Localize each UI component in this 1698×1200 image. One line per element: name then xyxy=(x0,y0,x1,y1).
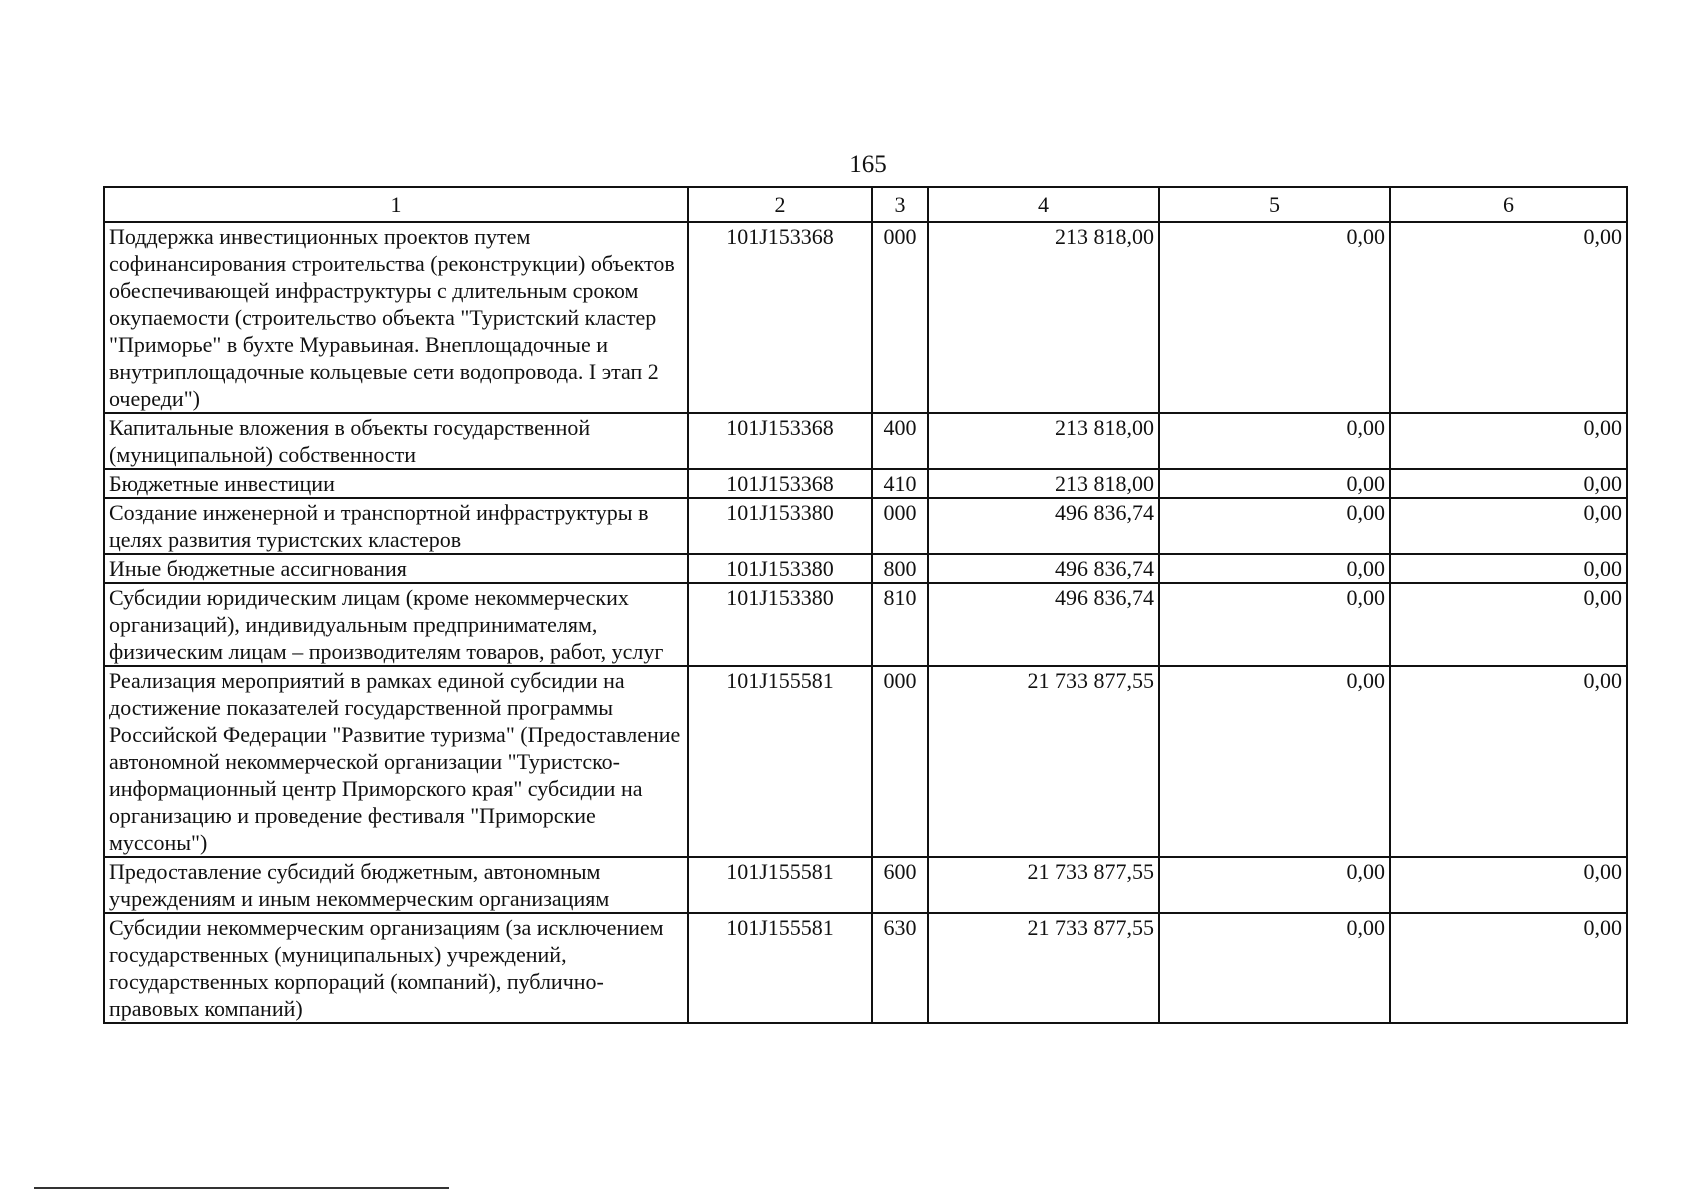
expense-kind: 000 xyxy=(872,222,928,413)
table-row xyxy=(104,583,1627,666)
table-row xyxy=(104,413,1627,469)
expense-kind: 800 xyxy=(872,554,928,583)
expense-kind: 000 xyxy=(872,666,928,857)
amount-col4: 21 733 877,55 xyxy=(928,913,1159,1023)
budget-table xyxy=(103,186,1628,1024)
item-name: Иные бюджетные ассигнования xyxy=(104,554,688,583)
amount-col5: 0,00 xyxy=(1159,222,1390,413)
target-code: 101J155581 xyxy=(688,913,872,1023)
page-number: 165 xyxy=(849,151,887,178)
item-name: Предоставление субсидий бюджетным, автономным учреждениям и иным некоммерческим организациям xyxy=(104,857,688,913)
target-code: 101J153368 xyxy=(688,469,872,498)
column-header: 4 xyxy=(928,187,1159,222)
amount-col6: 0,00 xyxy=(1390,222,1627,413)
table-row xyxy=(104,857,1627,913)
item-name: Капитальные вложения в объекты государственной (муниципальной) собственности xyxy=(104,413,688,469)
target-code: 101J153368 xyxy=(688,413,872,469)
item-name: Поддержка инвестиционных проектов путем софинансирования строительства (реконструкции) объектов обеспечивающей инфраструктуры с длительным сроком окупаемости (строительство объекта "Туристский кластер "Приморье" в бухте Муравьиная. Внеплощадочные и внутриплощадочные кольцевые сети водопровода. I этап 2 очереди") xyxy=(104,222,688,413)
target-code: 101J153380 xyxy=(688,554,872,583)
amount-col6: 0,00 xyxy=(1390,913,1627,1023)
amount-col5: 0,00 xyxy=(1159,913,1390,1023)
target-code: 101J153368 xyxy=(688,222,872,413)
amount-col4: 496 836,74 xyxy=(928,498,1159,554)
amount-col6: 0,00 xyxy=(1390,469,1627,498)
column-header: 3 xyxy=(872,187,928,222)
table-row xyxy=(104,666,1627,857)
amount-col6: 0,00 xyxy=(1390,857,1627,913)
target-code: 101J155581 xyxy=(688,857,872,913)
amount-col4: 213 818,00 xyxy=(928,413,1159,469)
table-row xyxy=(104,913,1627,1023)
expense-kind: 600 xyxy=(872,857,928,913)
item-name: Бюджетные инвестиции xyxy=(104,469,688,498)
item-name: Реализация мероприятий в рамках единой субсидии на достижение показателей государственной программы Российской Федерации "Развитие туризма" (Предоставление автономной некоммерческой организации "Туристско-информационный центр Приморского края" субсидии на организацию и проведение фестиваля "Приморские муссоны") xyxy=(104,666,688,857)
amount-col6: 0,00 xyxy=(1390,554,1627,583)
column-header: 6 xyxy=(1390,187,1627,222)
amount-col4: 213 818,00 xyxy=(928,222,1159,413)
expense-kind: 000 xyxy=(872,498,928,554)
amount-col5: 0,00 xyxy=(1159,583,1390,666)
target-code: 101J153380 xyxy=(688,498,872,554)
amount-col5: 0,00 xyxy=(1159,498,1390,554)
column-header: 2 xyxy=(688,187,872,222)
amount-col4: 21 733 877,55 xyxy=(928,666,1159,857)
target-code: 101J155581 xyxy=(688,666,872,857)
amount-col6: 0,00 xyxy=(1390,498,1627,554)
table-row xyxy=(104,469,1627,498)
amount-col4: 213 818,00 xyxy=(928,469,1159,498)
amount-col5: 0,00 xyxy=(1159,857,1390,913)
expense-kind: 410 xyxy=(872,469,928,498)
expense-kind: 400 xyxy=(872,413,928,469)
table-row xyxy=(104,554,1627,583)
column-header: 5 xyxy=(1159,187,1390,222)
amount-col5: 0,00 xyxy=(1159,554,1390,583)
amount-col4: 496 836,74 xyxy=(928,554,1159,583)
amount-col5: 0,00 xyxy=(1159,413,1390,469)
amount-col6: 0,00 xyxy=(1390,666,1627,857)
amount-col6: 0,00 xyxy=(1390,413,1627,469)
item-name: Создание инженерной и транспортной инфраструктуры в целях развития туристских кластеров xyxy=(104,498,688,554)
table-header-row xyxy=(104,187,1627,222)
table-row xyxy=(104,498,1627,554)
item-name: Субсидии юридическим лицам (кроме некоммерческих организаций), индивидуальным предпринимателям, физическим лицам – производителям товаров, работ, услуг xyxy=(104,583,688,666)
amount-col5: 0,00 xyxy=(1159,469,1390,498)
amount-col4: 496 836,74 xyxy=(928,583,1159,666)
amount-col4: 21 733 877,55 xyxy=(928,857,1159,913)
expense-kind: 810 xyxy=(872,583,928,666)
target-code: 101J153380 xyxy=(688,583,872,666)
expense-kind: 630 xyxy=(872,913,928,1023)
amount-col6: 0,00 xyxy=(1390,583,1627,666)
amount-col5: 0,00 xyxy=(1159,666,1390,857)
column-header: 1 xyxy=(104,187,688,222)
table-row xyxy=(104,222,1627,413)
footnote-rule xyxy=(34,1187,449,1189)
item-name: Субсидии некоммерческим организациям (за исключением государственных (муниципальных) учреждений, государственных корпораций (компаний), публично-правовых компаний) xyxy=(104,913,688,1023)
